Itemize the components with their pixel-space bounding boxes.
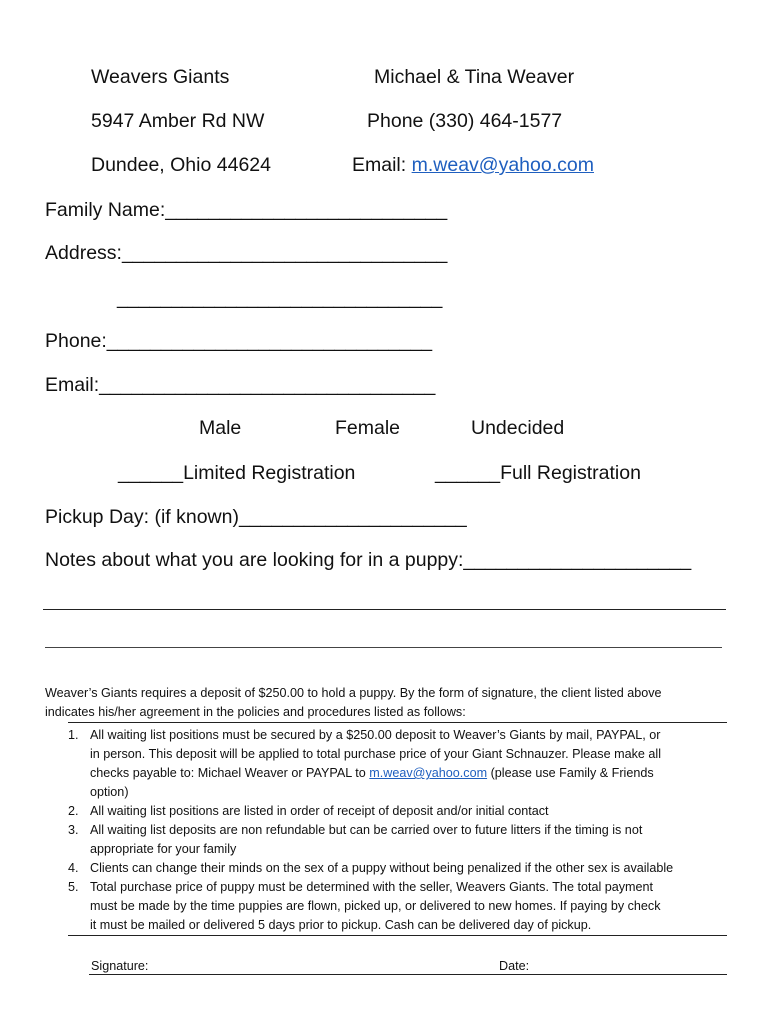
notes-field[interactable]: Notes about what you are looking for in a puppy:_____________________ <box>45 549 692 571</box>
policy-item-line: All waiting list deposits are non refundable but can be carried over to future litters if the timing is not <box>90 823 643 837</box>
policy-item <box>68 878 728 935</box>
phone-field[interactable]: Phone:______________________________ <box>45 330 433 352</box>
signature-line[interactable] <box>89 974 727 975</box>
signature-label: Signature: <box>91 959 149 973</box>
policy-item <box>68 859 728 878</box>
policy-item-number: 5. <box>68 880 79 894</box>
policy-item-line: it must be mailed or delivered 5 days prior to pickup. Cash can be delivered day of pickup. <box>90 918 592 932</box>
email-label: Email: <box>352 154 407 176</box>
policy-item-line: All waiting list positions are listed in order of receipt of deposit and/or initial contact <box>90 804 549 818</box>
address-field-line2[interactable]: ______________________________ <box>117 287 443 309</box>
date-label: Date: <box>499 959 530 973</box>
notes-line-2[interactable] <box>45 647 722 648</box>
sex-option-undecided[interactable]: Undecided <box>471 417 565 439</box>
policy-item-number: 4. <box>68 861 79 875</box>
policy-item-line: Clients can change their minds on the sex of a puppy without being penalized if the other sex is available <box>90 861 674 875</box>
business-name: Weavers Giants <box>91 66 230 88</box>
email-link[interactable]: m.weav@yahoo.com <box>411 154 594 176</box>
policy-intro-line2: indicates his/her agreement in the policies and procedures listed as follows: <box>45 705 466 719</box>
policy-top-divider <box>68 722 727 723</box>
policy-item-line: option) <box>90 785 129 799</box>
sex-option-female[interactable]: Female <box>335 417 401 439</box>
business-address: 5947 Amber Rd NW <box>91 110 265 132</box>
policy-item-number: 1. <box>68 728 79 742</box>
policy-item-text: (please use Family & Friends <box>487 766 654 780</box>
email-field[interactable]: Email:_______________________________ <box>45 374 436 396</box>
business-phone: Phone (330) 464-1577 <box>367 110 563 132</box>
business-email <box>352 154 594 177</box>
policy-item-number: 3. <box>68 823 79 837</box>
policy-item-line: in person. This deposit will be applied to total purchase price of your Giant Schnauzer. Please make all <box>90 747 662 761</box>
address-field[interactable]: Address:______________________________ <box>45 242 448 264</box>
sex-option-male[interactable]: Male <box>199 417 242 439</box>
pickup-day-field[interactable]: Pickup Day: (if known)_____________________ <box>45 506 467 528</box>
owner-name: Michael & Tina Weaver <box>374 66 575 88</box>
policy-item-line: Total purchase price of puppy must be determined with the seller, Weavers Giants. The total payment <box>90 880 654 894</box>
policy-intro-line1: Weaver’s Giants requires a deposit of $250.00 to hold a puppy. By the form of signature, the client listed above <box>45 686 662 700</box>
notes-line-1[interactable] <box>43 609 726 610</box>
policy-item <box>68 726 728 802</box>
policy-item <box>68 802 728 821</box>
paypal-email-link[interactable]: m.weav@yahoo.com <box>369 766 488 780</box>
policy-item-line: All waiting list positions must be secured by a $250.00 deposit to Weaver’s Giants by mail, PAYPAL, or <box>90 728 661 742</box>
policy-bottom-divider <box>68 935 727 936</box>
policy-item-line: must be made by the time puppies are flown, picked up, or delivered to new homes. If paying by check <box>90 899 661 913</box>
business-city: Dundee, Ohio 44624 <box>91 154 271 176</box>
policy-item-text: checks payable to: Michael Weaver or PAYPAL to <box>90 766 370 780</box>
policy-item-line: appropriate for your family <box>90 842 237 856</box>
policy-item-number: 2. <box>68 804 79 818</box>
full-registration-option[interactable]: ______Full Registration <box>435 462 641 484</box>
limited-registration-option[interactable]: ______Limited Registration <box>118 462 356 484</box>
family-name-field[interactable]: Family Name:__________________________ <box>45 199 448 221</box>
policy-item-line <box>90 764 728 783</box>
policy-item <box>68 821 728 859</box>
